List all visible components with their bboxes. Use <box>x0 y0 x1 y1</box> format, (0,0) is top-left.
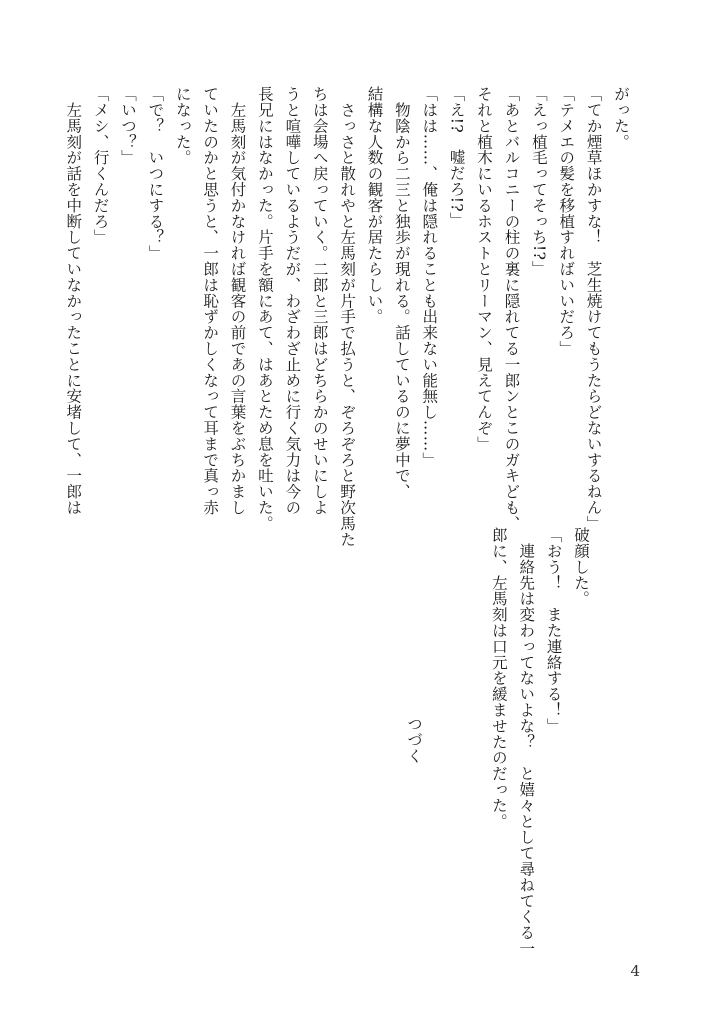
text-line: それと植木にいるホストとリーマン、見えてんぞ」 <box>475 86 494 452</box>
text-line: 連絡先は変わってないよな？ と嬉々として尋ねてくる一 <box>517 527 536 957</box>
text-line: さっさと散れやと左馬刻が片手で払うと、ぞろぞろと野次馬た <box>338 86 357 548</box>
text-line: 長兄にはなかった。片手を額にあて、はあとため息を吐いた。 <box>255 86 274 532</box>
text-line: 物陰から二三と独歩が現れる。話しているのに夢中で、 <box>392 86 411 500</box>
text-line: 破顔した。 <box>572 527 590 607</box>
text-line: 左馬刻が気付かなければ観客の前であの言葉をぶちかまし <box>228 86 247 516</box>
text-line: 「てか煙草ほかすな！ 芝生焼けてもうたらどないするねん」 <box>584 86 603 532</box>
text-block-lower <box>484 527 594 956</box>
text-block-upper <box>59 86 634 547</box>
text-line: 左馬刻が話を中断していなかったことに安堵して、一郎は <box>64 86 83 516</box>
text-line: 「え!? 嘘だろ!?」 <box>447 86 466 228</box>
text-line: 「あとバルコニーの柱の裏に隠れてる一郎ンとこのガキども、 <box>502 86 521 532</box>
text-line: になった。 <box>173 86 192 166</box>
text-line: 「テメエの髪を移植すればいいだろ」 <box>557 86 576 357</box>
text-line: 「はは……、俺は隠れることも出来ない能無し……」 <box>420 86 439 468</box>
text-line: 「おう！ また連絡する！」 <box>544 527 563 734</box>
text-line: 「メシ、行くんだろ」 <box>91 86 110 245</box>
text-line: 郎に、左馬刻は口元を緩ませたのだった。 <box>489 527 508 830</box>
text-line: うと喧嘩しているようだが、わざわざ止めに行く気力は今の <box>283 86 302 516</box>
page-number: 4 <box>630 962 640 980</box>
to-be-continued: つづく <box>405 716 423 764</box>
text-line: 「で？ いつにする？」 <box>146 86 165 261</box>
text-line: 結構な人数の観客が居たらしい。 <box>365 86 384 325</box>
text-line: ていたのかと思うと、一郎は恥ずかしくなって耳まで真っ赤 <box>201 86 220 516</box>
text-line: がった。 <box>612 86 630 150</box>
text-line: 「えっ植毛ってそっち!?」 <box>529 86 548 277</box>
text-line: ちは会場へ戻っていく。二郎と三郎はどちらかのせいにしよ <box>310 86 329 516</box>
text-line: 「いつ？」 <box>118 86 137 166</box>
